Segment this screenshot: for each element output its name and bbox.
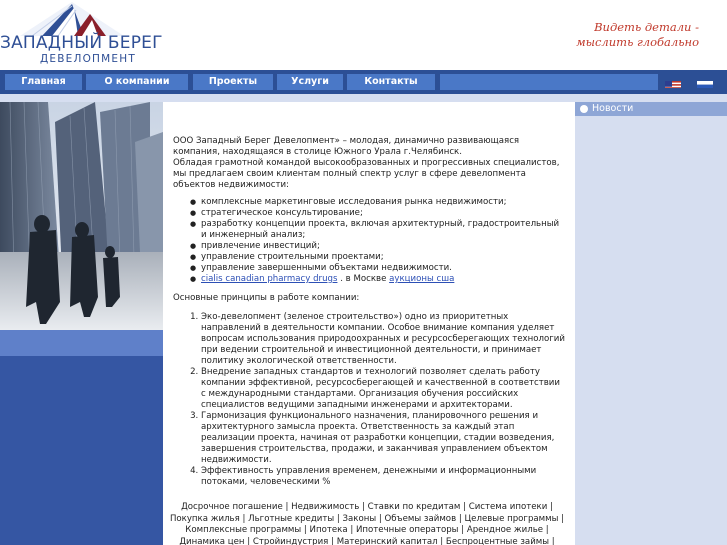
list-item: ● управление строительными проектами; — [191, 252, 565, 263]
principles-title: Основные принципы в работе компании: — [173, 293, 360, 303]
list-item: ● привлечение инвестиций; — [191, 241, 565, 252]
list-item: ● стратегическое консультирование; — [191, 208, 565, 219]
header — [0, 0, 727, 70]
footer-links-line[interactable]: Покупка жилья | Льготные кредиты | Законы | Объемы займов | Целевые программы | — [169, 513, 565, 524]
left-menu-band — [0, 330, 163, 356]
list-item: 1. Эко-девелопмент (зеленое строительство») одно из приоритетных направлений в деятельности компании. Особое внимание компания уделяет вопросам использования природоохранных и ресурсосберегающих технологий при ведении строительной и инвестиционной деятельности, и принимает политику экологической ответственности. — [201, 312, 565, 367]
logo-triangle-icon — [12, 2, 132, 36]
intro-paragraph-1: ООО Западный Берег Девелопмент» – молодая, динамично развивающаяся компания, находящаяся в столице Южного Урала г.Челябинск. — [173, 136, 520, 157]
right-sidebar — [575, 102, 727, 545]
list-item: 3. Гармонизация функционального назначения, планировочного решения и архитектурного замысла проекта. Ответственность за каждый этап реализации проекта, начиная от разработки концепции, стадии возведения, завершения строительства, продажи, и заканчивая управлением объектом недвижимости. — [201, 411, 565, 466]
cialis-link[interactable]: cialis canadian pharmacy drugs — [201, 274, 338, 284]
main-nav — [0, 70, 727, 94]
news-label: Новости — [592, 103, 634, 114]
nav-empty-bar — [440, 74, 658, 90]
footer-links — [169, 502, 565, 545]
list-item: 2. Внедрение западных стандартов и технологий позволяет сделать работу компании эффективной, ресурсосберегающей и качественной в соответствии с международными стандартами. Организация обучения российских специалистов ведущими западными инженерами и архитекторами. — [201, 367, 565, 411]
bullet-icon — [580, 105, 588, 113]
main-content — [173, 136, 565, 488]
slogan — [559, 20, 699, 50]
slogan-line-1: Видеть детали - — [594, 20, 699, 34]
footer-links-line[interactable]: Динамика цен | Стройиндустрия | Материнский капитал | Беспроцентные займы | — [179, 536, 555, 545]
nav-item-services[interactable]: Услуги — [277, 74, 343, 90]
intro-paragraph-2: Обладая грамотной командой высокообразованных и прогрессивных специалистов, мы предлагаем своим клиентам полный спектр услуг в сфере девелопмента объектов недвижимости: — [173, 158, 560, 190]
nav-item-projects[interactable]: Проекты — [193, 74, 273, 90]
footer-links-line[interactable]: Комплексные программы | Ипотека | Ипотечные операторы | Арендное жилье | — [185, 525, 549, 535]
nav-item-contacts[interactable]: Контакты — [347, 74, 435, 90]
nav-item-home[interactable]: Главная — [5, 74, 82, 90]
business-photo — [0, 102, 163, 330]
news-tab[interactable] — [575, 102, 727, 116]
principles-list — [201, 312, 565, 488]
slogan-line-2: мыслить глобально — [576, 35, 699, 49]
list-item: ● разработку концепции проекта, включая архитектурный, градостроительный и инженерный анализ; — [191, 219, 565, 241]
services-list — [191, 197, 565, 285]
footer-links-line[interactable]: Досрочное погашение | Недвижимость | Ставки по кредитам | Система ипотеки | — [181, 502, 553, 512]
ru-flag-icon[interactable] — [697, 77, 713, 88]
list-item: ● комплексные маркетинговые исследования рынка недвижимости; — [191, 197, 565, 208]
us-flag-icon[interactable] — [665, 77, 681, 88]
header-strip — [0, 94, 727, 102]
auctions-usa-link[interactable]: аукционы сша — [389, 274, 455, 284]
company-logo[interactable] — [0, 2, 163, 68]
list-item: 4. Эффективность управления временем, денежными и информационными потоками, человеческими % — [201, 466, 565, 488]
list-item-links — [191, 274, 565, 285]
logo-subtitle: ДЕВЕЛОПМЕНТ — [40, 53, 136, 65]
nav-item-about[interactable]: О компании — [86, 74, 188, 90]
logo-title: ЗАПАДНЫЙ БЕРЕГ — [0, 33, 163, 53]
list-item: ● управление завершенными объектами недвижимости. — [191, 263, 565, 274]
link-separator-text: . в Москве — [340, 274, 387, 284]
left-sidebar — [0, 102, 163, 545]
